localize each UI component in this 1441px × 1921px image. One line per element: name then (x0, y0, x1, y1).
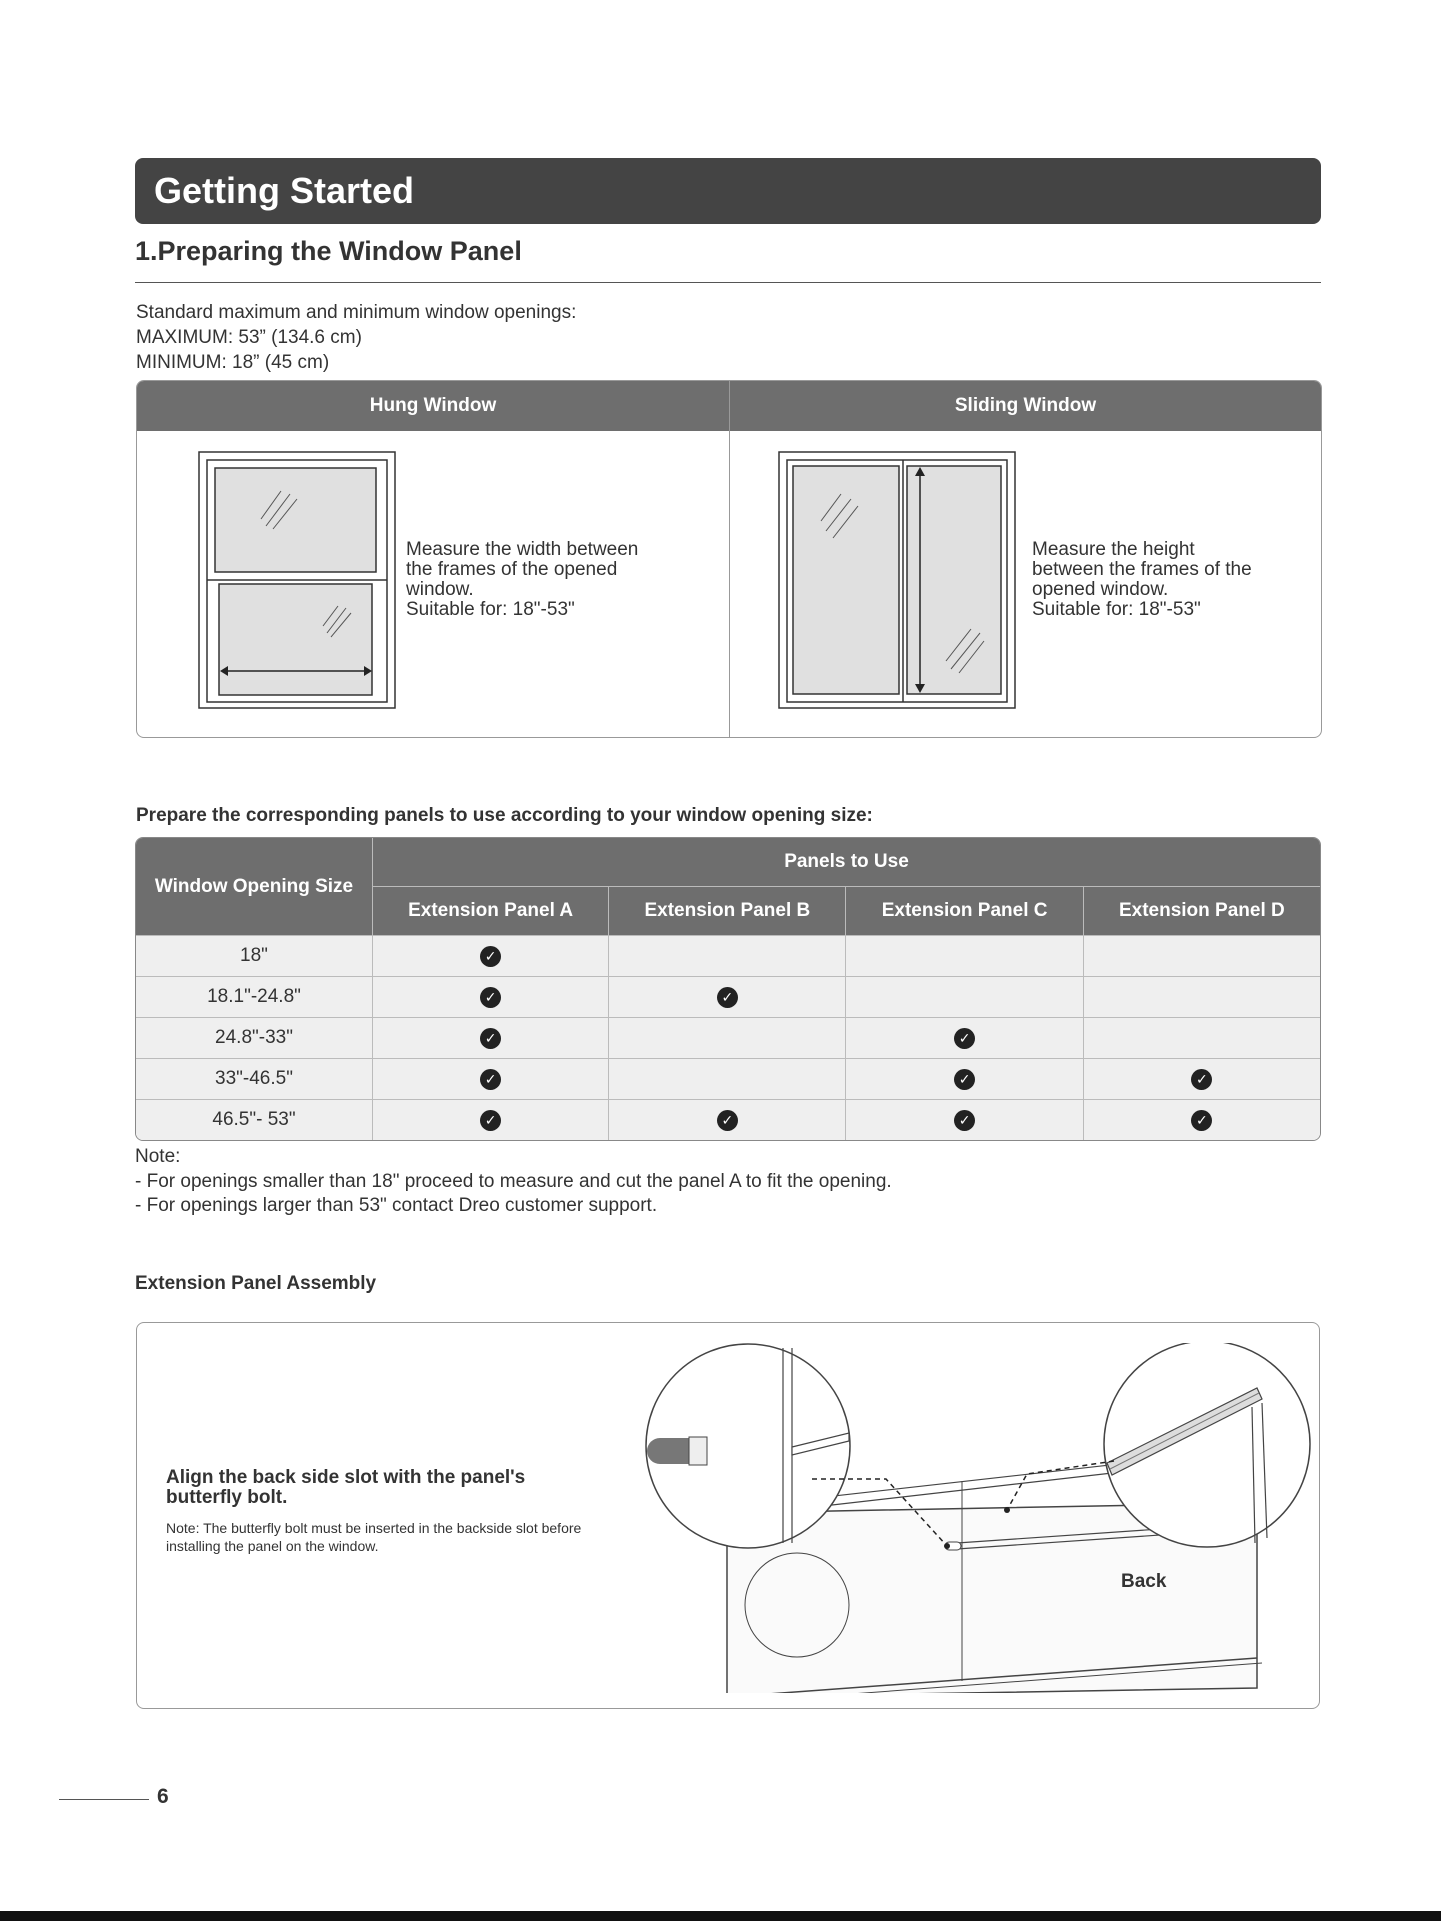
panel-c-cell (845, 1017, 1082, 1058)
panel-b-cell (608, 1099, 845, 1140)
column-header-panel-d: Extension Panel D (1083, 887, 1320, 935)
openings-maximum: MAXIMUM: 53” (134.6 cm) (136, 327, 362, 348)
column-header-panel-b: Extension Panel B (608, 887, 845, 935)
hung-window-illustration (198, 451, 398, 711)
page-number: 6 (157, 1785, 169, 1808)
check-circle-icon: ✓ (480, 1110, 501, 1131)
panel-a-cell (372, 1017, 608, 1058)
banner-title: Getting Started (154, 170, 415, 211)
table-row (136, 1058, 1320, 1099)
notes (135, 1145, 892, 1219)
panel-a-cell (372, 935, 608, 976)
sliding-desc-line: opened window. (1032, 579, 1169, 600)
panel-a-cell (372, 1058, 608, 1099)
check-circle-icon: ✓ (480, 946, 501, 967)
opening-size-cell: 18" (136, 935, 372, 976)
panel-a-cell (372, 1099, 608, 1140)
note-label: Note: (135, 1146, 181, 1167)
check-circle-icon: ✓ (954, 1069, 975, 1090)
opening-size-cell: 18.1"-24.8" (136, 976, 372, 1017)
opening-size-cell: 46.5"- 53" (136, 1099, 372, 1140)
sliding-suitable-range: Suitable for: 18"-53" (1032, 599, 1201, 620)
panel-b-cell (608, 976, 845, 1017)
hung-suitable-range: Suitable for: 18"-53" (406, 599, 575, 620)
opening-size-cell: 24.8"-33" (136, 1017, 372, 1058)
sliding-window-illustration (778, 451, 1018, 711)
panel-d-cell (1083, 1099, 1320, 1140)
assembly-heading: Extension Panel Assembly (135, 1273, 377, 1294)
panels-table (135, 837, 1321, 1141)
page-number-rule (59, 1799, 149, 1800)
panels-table-body (136, 935, 1320, 1140)
window-size-header: Window Opening Size (136, 838, 372, 935)
page-bottom-edge (0, 1911, 1441, 1921)
hung-desc-line: window. (406, 579, 474, 600)
panel-d-cell (1083, 1058, 1320, 1099)
panel-a-cell (372, 976, 608, 1017)
table-row (136, 935, 1320, 976)
column-header-panel-a: Extension Panel A (372, 887, 608, 935)
check-circle-icon: ✓ (1191, 1069, 1212, 1090)
panels-heading: Prepare the corresponding panels to use according to your window opening size: (136, 805, 873, 826)
sliding-desc-line: Measure the height (1032, 539, 1195, 560)
panel-c-cell (845, 1058, 1082, 1099)
hung-desc-line: Measure the width between (406, 539, 639, 560)
table-row (136, 976, 1320, 1017)
panel-d-cell (1083, 1017, 1320, 1058)
back-label: Back (1121, 1571, 1167, 1592)
check-circle-icon: ✓ (954, 1028, 975, 1049)
panels-to-use-header: Panels to Use (372, 838, 1320, 887)
hung-window-description (406, 540, 666, 620)
check-circle-icon: ✓ (480, 987, 501, 1008)
assembly-note: Note: The butterfly bolt must be inserted in the backside slot before installing the panel on the window. (166, 1520, 582, 1554)
section-divider (135, 282, 1321, 283)
column-header-panel-c: Extension Panel C (845, 887, 1082, 935)
hung-desc-line: the frames of the opened (406, 559, 618, 580)
sliding-window-header: Sliding Window (730, 381, 1321, 431)
panel-b-cell (608, 1017, 845, 1058)
panel-b-cell (608, 935, 845, 976)
extension-panel-illustration (607, 1343, 1317, 1693)
openings-minimum: MINIMUM: 18” (45 cm) (136, 352, 330, 373)
assembly-panel (136, 1322, 1320, 1709)
note-small-opening: - For openings smaller than 18" proceed to measure and cut the panel A to fit the opening. (135, 1170, 892, 1192)
sliding-desc-line: between the frames of the (1032, 559, 1252, 580)
sliding-window-description (1032, 540, 1292, 620)
table-row (136, 1017, 1320, 1058)
panel-d-cell (1083, 935, 1320, 976)
getting-started-banner (135, 158, 1321, 224)
assembly-instruction: Align the back side slot with the panel's butterfly bolt. (166, 1467, 526, 1508)
hung-window-header: Hung Window (137, 381, 729, 431)
check-circle-icon: ✓ (1191, 1110, 1212, 1131)
table-row (136, 1099, 1320, 1140)
section-title: 1.Preparing the Window Panel (135, 236, 522, 266)
opening-specs (136, 300, 576, 375)
panel-c-cell (845, 1099, 1082, 1140)
panel-c-cell (845, 935, 1082, 976)
window-column-divider (729, 381, 730, 737)
check-circle-icon: ✓ (480, 1069, 501, 1090)
note-large-opening: - For openings larger than 53" contact Dreo customer support. (135, 1195, 658, 1216)
check-circle-icon: ✓ (954, 1110, 975, 1131)
panel-d-cell (1083, 976, 1320, 1017)
opening-size-cell: 33"-46.5" (136, 1058, 372, 1099)
window-types-panel (136, 380, 1322, 738)
panel-b-cell (608, 1058, 845, 1099)
openings-intro: Standard maximum and minimum window openings: (136, 302, 577, 323)
panel-c-cell (845, 976, 1082, 1017)
check-circle-icon: ✓ (717, 1110, 738, 1131)
check-circle-icon: ✓ (480, 1028, 501, 1049)
check-circle-icon: ✓ (717, 987, 738, 1008)
